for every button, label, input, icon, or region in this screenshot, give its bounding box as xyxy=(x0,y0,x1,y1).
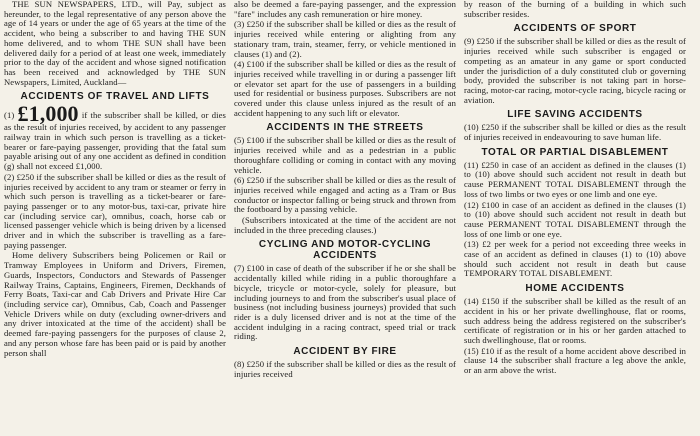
clause-2-continued: also be deemed a fare-paying passenger, and the expression "fare" includes any cash remuneration or hire money. xyxy=(234,0,456,19)
clause-2: (2) £250 if the subscriber shall be killed or dies as the result of injuries received by accident to any tram or steamer or ferry in which such person is travelling as a ticket-bearer or fare-paying passenger or to any motor-bus, taxi-car, private hire car (including service car), omnibus, coach, horse cab or licensed passenger vehicle which is being driven by a licensed driver and in which the subscriber is travelling as a fare-paying passenger. xyxy=(4,171,226,250)
column-1 xyxy=(4,0,226,436)
heading-home: HOME ACCIDENTS xyxy=(525,283,625,295)
heading-sport: ACCIDENTS OF SPORT xyxy=(513,23,637,35)
clause-2-note: Home delivery Subscribers being Policemen or Rail or Tramway Employees in Uniform and Drivers, Firemen, Guards, Inspectors, Conductors and Stewards of Passenger Railway Trains, Captains, Engineers, Firemen, Deckhands of Ferry Boats, Taxi-car and Cab Drivers and Private Hire Car (including service car), Omnibus, Cab, Coach and Passenger Vehicle Drivers while on duty (excluding owner-drivers and any driver intoxicated at the time of the accident) shall be deemed fare-paying passengers for the purposes of clause 2, and any person whose fare has been paid or is paid by another person shall xyxy=(4,250,226,358)
column-2 xyxy=(234,0,456,436)
clause-8: (8) £250 if the subscriber shall be killed or dies as the result of injuries received xyxy=(234,359,456,379)
clause-5: (5) £100 if the subscriber shall be killed or dies as the result of injuries received while and as a pedestrian in a public thoroughfare colliding or coming in contact with any moving vehicle. xyxy=(234,135,456,175)
column-3 xyxy=(464,0,686,436)
clause-1-number: (1) xyxy=(4,110,15,121)
clause-1 xyxy=(4,101,226,172)
heading-fire: ACCIDENT BY FIRE xyxy=(293,346,397,358)
clause-4: (4) £100 if the subscriber shall be killed or dies as the result of injuries received while travelling in or during a passenger lift or elevator set apart for the use of passengers in a building used for residential or business purposes. Subscribers are not covered under this clause unless injured as the result of an accident happening to any such lift or elevator. xyxy=(234,59,456,118)
clause-14: (14) £150 if the subscriber shall be killed as the result of an accident in his or her private dwellinghouse, flat or rooms, such address being the address registered on the subscriber's certificate of registration or in his or her garden attached to such dwellinghouse, flat or rooms. xyxy=(464,296,686,345)
clause-12: (12) £100 in case of an accident as defined in the clauses (1) to (10) above should such accident not result in death but cause PERMANENT TOTAL DISABLEMENT through the loss of one limb or one eye. xyxy=(464,199,686,239)
clause-10: (10) £250 if the subscriber shall be killed or dies as the result of injuries received in endeavouring to save human life. xyxy=(464,122,686,143)
heading-travel-lifts: ACCIDENTS OF TRAVEL AND LIFTS xyxy=(20,91,210,103)
clause-1-amount: £1,000 xyxy=(17,101,79,127)
heading-disablement: TOTAL OR PARTIAL DISABLEMENT xyxy=(481,146,669,158)
intro-paragraph: THE SUN NEWSPAPERS, LTD., will Pay, subject as hereunder, to the legal representative of any person above the age of 14 years or under the age of 65 years at the time of the accident, who being a subscriber to and having THE SUN home delivered, and to whom THE SUN shall have been delivered daily for a period of at least one week, immediately prior to the day of the accident and whose signed notification has been received and acknowledged by THE SUN Newspapers, Limited, Auckland— xyxy=(4,0,226,87)
heading-cycling: CYCLING AND MOTOR-CYCLING ACCIDENTS xyxy=(258,239,432,262)
clause-8-continued: by reason of the burning of a building in which such subscriber resides. xyxy=(464,0,686,19)
heading-life-saving: LIFE SAVING ACCIDENTS xyxy=(507,109,643,121)
clause-3: (3) £250 if the subscriber shall be killed or dies as the result of injuries received while entering or alighting from any stationary tram, train, steamer, ferry, or vehicle mentioned in clauses (1) and (2). xyxy=(234,19,456,59)
clause-6: (6) £250 if the subscriber shall be killed or dies as the result of injuries received while engaged and acting as a Tram or Bus conductor or inspector falling or being struck and thrown from the footboard by a passing vehicle. xyxy=(234,175,456,215)
clause-7: (7) £100 in case of death of the subscriber if he or she shall be accidentally killed while riding in a public thoroughfare a bicycle, tricycle or motor-cycle, solely for pleasure, but including journeys to and from the subscriber's usual place of business (not including business journeys) provided that such rider is a duly licensed driver and is not at the time of the accident indulging in a racing contract, speed trial or track riding. xyxy=(234,263,456,342)
clause-15: (15) £10 if as the result of a home accident above described in clause 14 the subscriber shall fracture a leg above the ankle, or an arm above the wrist. xyxy=(464,345,686,376)
clause-11: (11) £250 in case of an accident as defined in the clauses (1) to (10) above should such accident not result in death but cause PERMANENT TOTAL DISABLEMENT through the loss of two limbs or two eyes or one limb and one eye. xyxy=(464,159,686,199)
clause-1-text: if the subscriber shall be killed, or dies as the result of injuries received, by accident to any passenger railway train in which such person is travelling as a ticket-bearer or fare-paying passenger, providing that the fatal sum payable arising out of any one accident as defined in condition (g) shall not exceed £1,000. xyxy=(4,110,226,172)
heading-streets: ACCIDENTS IN THE STREETS xyxy=(266,122,424,134)
clause-13: (13) £2 per week for a period not exceeding three weeks in case of an accident as defined in clauses (1) to (10) above should such accident not result in death but cause TEMPORARY TOTAL DISABLEMENT. xyxy=(464,239,686,279)
clause-9: (9) £250 if the subscriber shall be killed or dies as the result of injuries received while such subscriber is engaged or competing as an amateur in any game or sport conducted under the jurisdiction of a duly constituted club or governing body, provided the subscriber is not taking part in horse-racing, motor-car racing, motor-cycle racing, bicycle racing or aviation. xyxy=(464,36,686,105)
clause-6-note: (Subscribers intoxicated at the time of the accident are not included in the three preceding clauses.) xyxy=(234,215,456,235)
